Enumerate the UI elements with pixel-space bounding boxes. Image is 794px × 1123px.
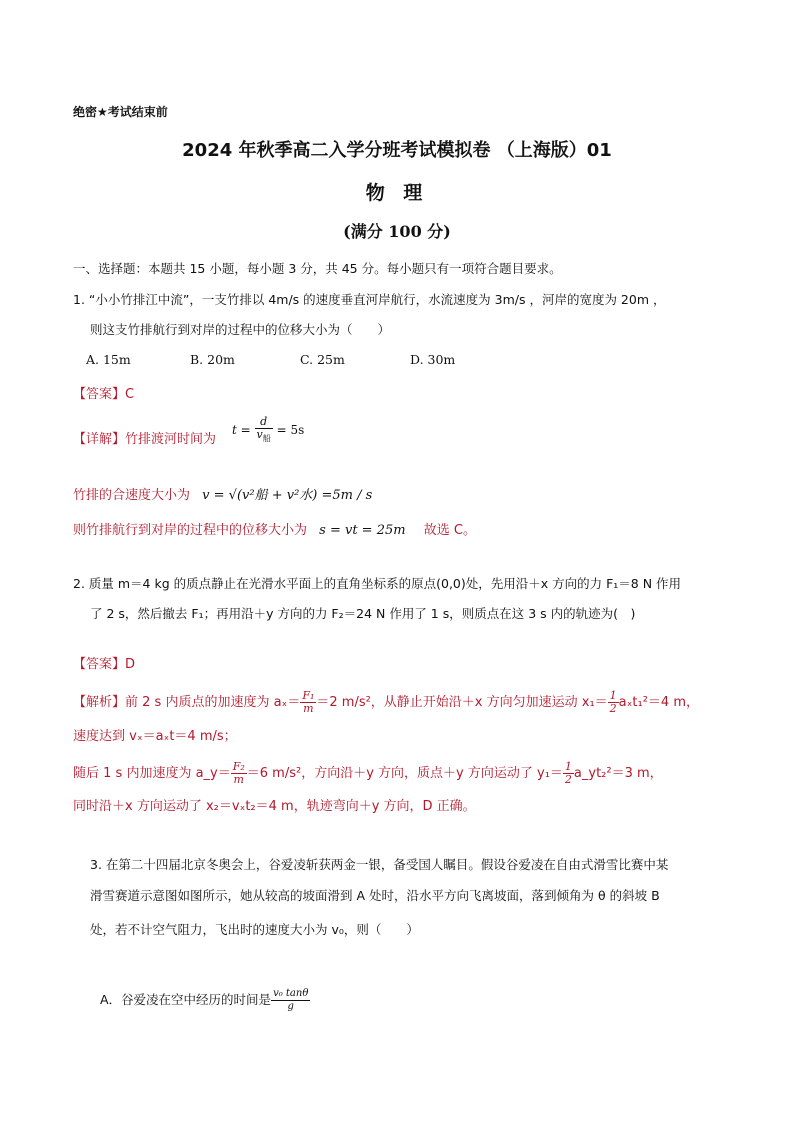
- q2-a1-fraction: [300, 690, 316, 715]
- q2-a1-num2: 1: [609, 689, 617, 702]
- exam-title: 2024 年秋季高二入学分班考试模拟卷 （上海版）01: [182, 140, 612, 161]
- q3-option-a: [100, 988, 310, 1013]
- q1-answer-label: 【答案】: [73, 387, 126, 402]
- q2-a3-den2: 2: [564, 773, 572, 786]
- q3-option-a-text: A．谷爱凌在空中经历的时间是: [100, 992, 272, 1007]
- q1-detail-2-text: 竹排的合速度大小为: [73, 488, 191, 503]
- q3-line1: 3. 在第二十四届北京冬奥会上，谷爱凌斩获两金一银，备受国人瞩目。假设谷爱凌在自由式滑雪比赛中某: [90, 857, 669, 872]
- q1-line1: 1. “小小竹排江中流”，一支竹排以 4m/s 的速度垂直河岸航行，水流速度为 3m/s ，河岸的宽度为 20m ，: [73, 292, 666, 307]
- q2-a1-mid: ＝2 m/s²，从静止开始沿＋x 方向匀加速运动 x₁＝: [316, 695, 608, 710]
- q2-answer: [73, 653, 135, 672]
- q2-a3-num: F₂: [232, 760, 245, 773]
- q2-a3-fraction: [231, 761, 247, 786]
- q1-answer: [73, 383, 134, 402]
- q2-analysis-label: 【解析】: [73, 695, 126, 710]
- q2-analysis-1: [73, 690, 699, 715]
- q1-velocity-formula: v = √(v²船 + v²水) =5m / s: [202, 488, 373, 503]
- q1-answer-value: C: [125, 387, 135, 402]
- q2-line1: 2. 质量 m＝4 kg 的质点静止在光滑水平面上的直角坐标系的原点(0,0)处，先用沿＋x 方向的力 F₁＝8 N 作用: [73, 576, 682, 591]
- q2-a3-mid: ＝6 m/s²，方向沿＋y 方向，质点＋y 方向运动了 y₁＝: [246, 766, 563, 781]
- q3-line2: 滑雪赛道示意图如图所示，她从较高的坡面滑到 A 处时，沿水平方向飞离坡面，落到倾角为 θ 的斜坡 B: [90, 888, 660, 903]
- q2-analysis-2: 速度达到 vₓ＝aₓt＝4 m/s；: [73, 729, 237, 744]
- q2-analysis-3: [73, 761, 663, 786]
- q1-detail-1-text: 竹排渡河时间为: [125, 432, 217, 447]
- q2-answer-label: 【答案】: [73, 657, 126, 672]
- q1-option-d: D. 30m: [410, 352, 456, 367]
- q3-option-a-den: g: [287, 1001, 294, 1012]
- q3-option-a-fraction: [271, 988, 310, 1013]
- q2-analysis-4: 同时沿＋x 方向运动了 x₂＝vₓt₂＝4 m，轨迹弯向＋y 方向，D 正确。: [73, 799, 476, 814]
- q2-a3-num2: 1: [564, 760, 572, 773]
- q1-detail-label: 【详解】: [73, 432, 126, 447]
- q2-a3-den: m: [233, 773, 244, 786]
- q1-option-c: C. 25m: [300, 352, 345, 367]
- q1-time-num: d: [255, 416, 273, 429]
- q1-option-b: B. 20m: [190, 352, 235, 367]
- q1-detail-3: [73, 519, 476, 538]
- section-heading: 一、选择题：本题共 15 小题，每小题 3 分，共 45 分。每小题只有一项符合题目要求。: [73, 261, 562, 276]
- q2-a1-den2: 2: [609, 702, 617, 715]
- q2-a3-pre: 随后 1 s 内加速度为 a_y＝: [73, 766, 231, 781]
- q2-a3-end: a_yt₂²＝3 m，: [573, 766, 663, 781]
- q1-detail-3-text: 则竹排航行到对岸的过程中的位移大小为: [73, 523, 308, 538]
- q1-time-formula: [232, 416, 304, 445]
- q1-detail-2: [73, 484, 372, 503]
- q2-a3-half: [563, 761, 574, 786]
- q2-a1-den: m: [303, 702, 314, 715]
- q1-line2: 则这支竹排航行到对岸的过程中的位移大小为（ ）: [90, 322, 391, 337]
- subject-heading: 物 理: [365, 182, 429, 204]
- q3-option-a-num: v₀ tanθ: [273, 988, 309, 999]
- q2-a1-pre: 前 2 s 内质点的加速度为 aₓ＝: [125, 695, 301, 710]
- q2-line2: 了 2 s，然后撤去 F₁；再用沿＋y 方向的力 F₂＝24 N 作用了 1 s，则质点在这 3 s 内的轨迹为( ): [90, 606, 636, 621]
- q2-a1-half: [608, 690, 619, 715]
- q2-a1-end: aₓt₁²＝4 m，: [618, 695, 699, 710]
- q1-time-result: = 5s: [276, 423, 305, 438]
- q1-detail-1: [73, 428, 216, 447]
- q2-answer-value: D: [125, 657, 136, 672]
- q1-displacement-formula: s = vt = 25m: [319, 523, 406, 538]
- full-score: (满分 100 分): [343, 222, 451, 241]
- q3-line3: 处，若不计空气阻力，飞出时的速度大小为 v₀，则（ ）: [90, 922, 419, 937]
- q1-time-den-sub: 船: [262, 434, 271, 444]
- q2-a1-num: F₁: [302, 689, 315, 702]
- confidential-tag: 绝密★考试结束前: [73, 105, 168, 119]
- q1-time-t: t =: [232, 423, 251, 438]
- q1-time-den: [255, 429, 273, 445]
- q1-time-den-v: v: [256, 428, 263, 441]
- q1-time-fraction: [255, 416, 273, 445]
- q1-conclusion: 故选 C。: [423, 523, 476, 538]
- q1-option-a: A. 15m: [86, 352, 131, 367]
